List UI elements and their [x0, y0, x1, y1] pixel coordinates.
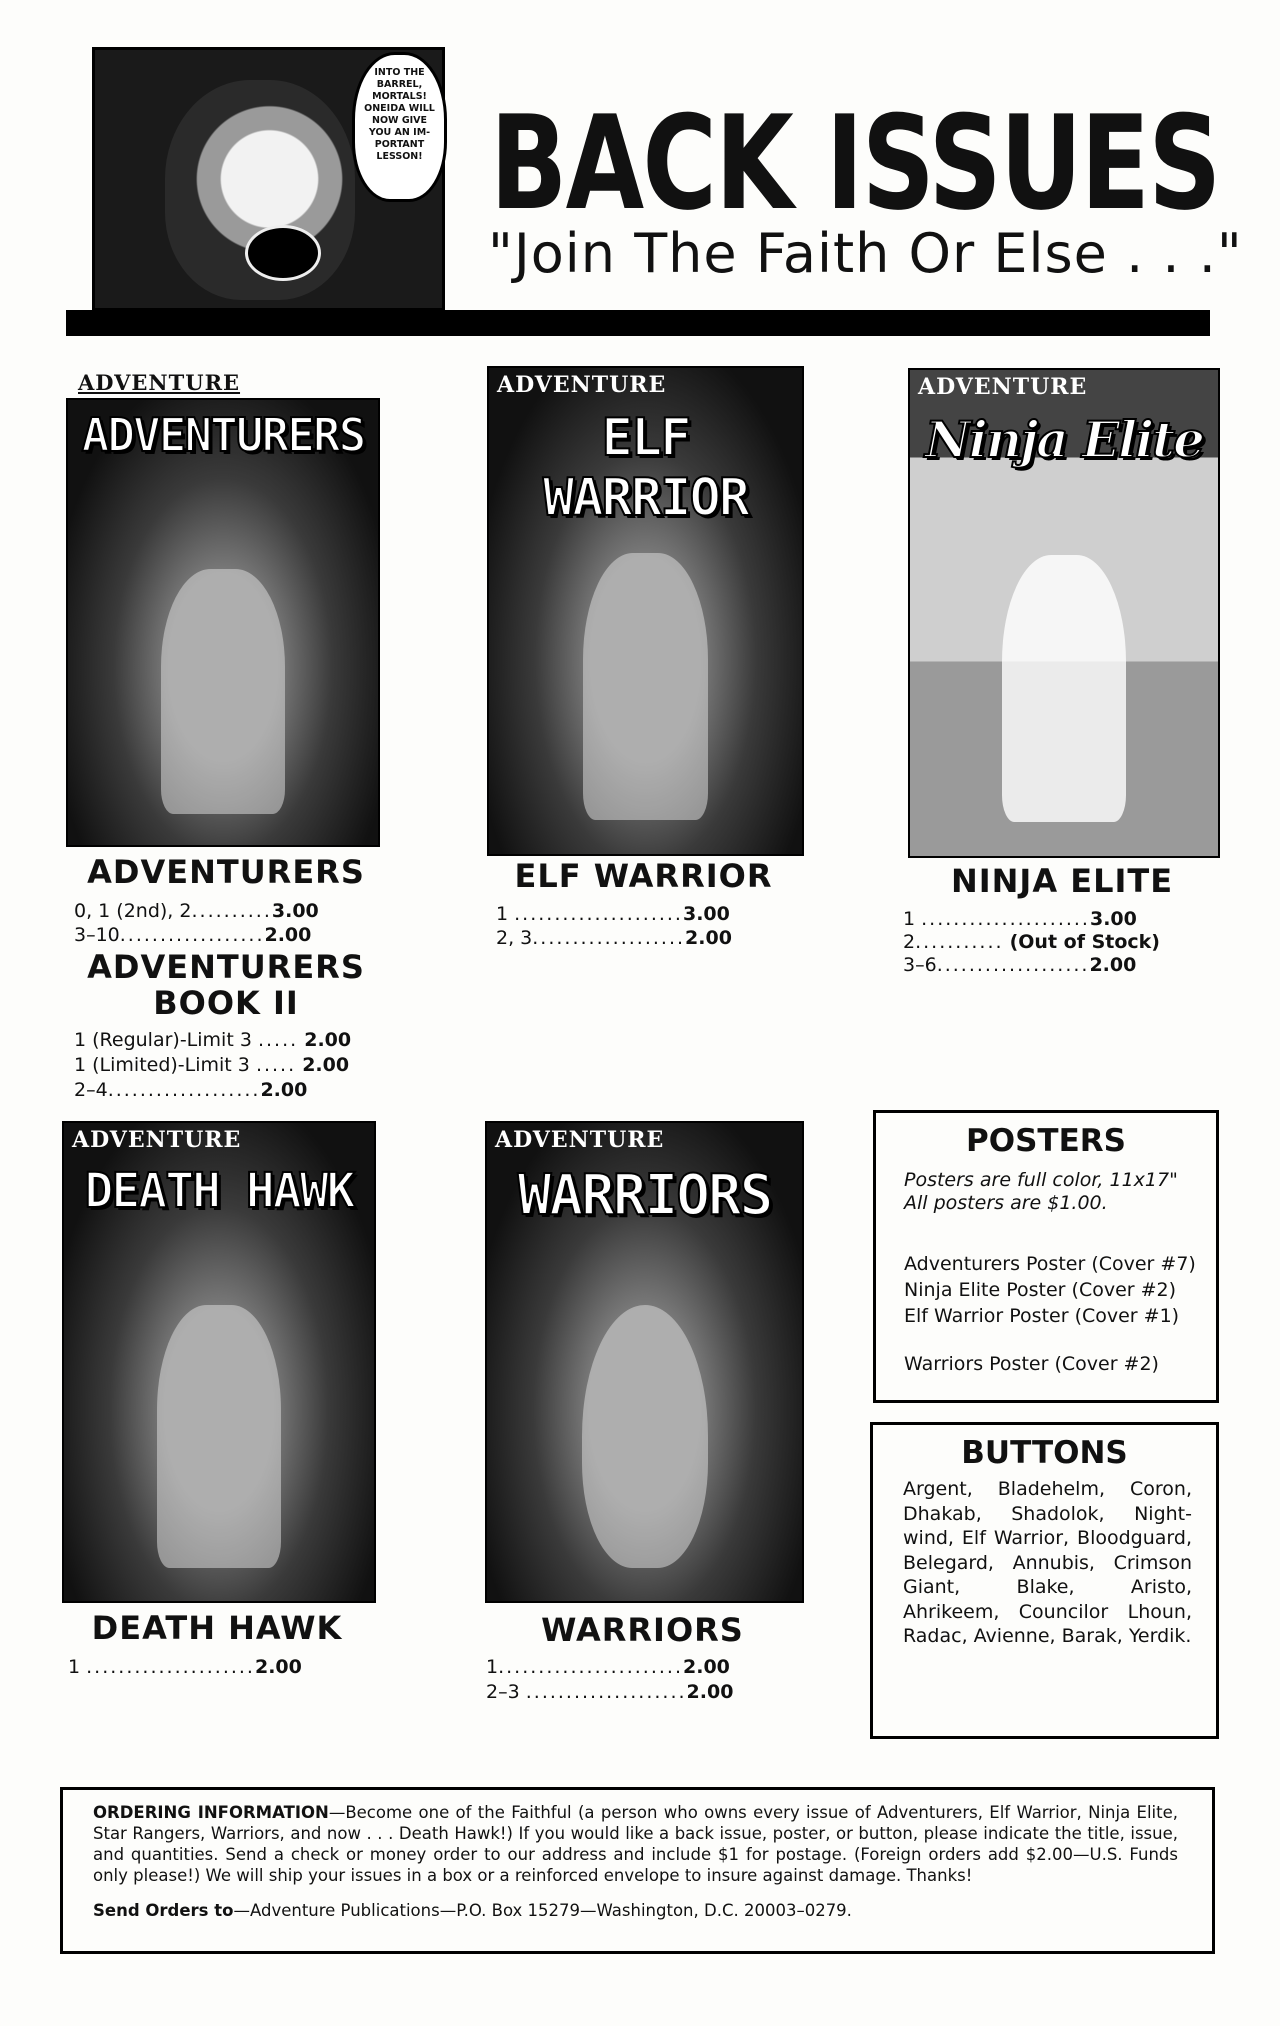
poster-item: Warriors Poster (Cover #2) [904, 1353, 1159, 1375]
ordering-body: —Become one of the Faithful (a person who owns every issue of Adventurers, Elf Warrior, Ninja Elite, Star Rangers, Warriors, and now . . . Death Hawk!) If you would like a back issue, poster, or button, please indicate the title, issue, and quantities. Send a check or money order to our address and include $1 for postage. (Foreign orders add $2.00—U.S. Funds only please!) We will ship your issues in a box or a reinforced envelope to insure against damage. Thanks! [93, 1803, 1178, 1885]
balloon-line: LESSON! [376, 151, 423, 162]
ordering-heading: ORDERING INFORMATION [93, 1803, 329, 1822]
price-row: 2–3 ....................2.00 [486, 1681, 734, 1703]
balloon-line: NOW GIVE [372, 115, 427, 126]
ninja-elite-heading: NINJA ELITE [950, 862, 1174, 900]
price-row: 2–4...................2.00 [74, 1079, 308, 1101]
death-hawk-heading: DEATH HAWK [91, 1609, 343, 1647]
poster-item: Ninja Elite Poster (Cover #2) [904, 1279, 1177, 1301]
balloon-line: YOU AN IM- [368, 127, 431, 138]
balloon-line: ONEIDA WILL [364, 103, 435, 114]
price-row: 2, 3...................2.00 [496, 927, 732, 949]
balloon-line: PORTANT [374, 139, 425, 150]
price-row: 1 .....................2.00 [68, 1656, 302, 1678]
cover-logo: ELF WARRIOR [542, 408, 749, 528]
cover-publisher-logo: ADVENTURE [72, 1127, 242, 1153]
warriors-heading: WARRIORS [541, 1611, 744, 1649]
posters-heading: POSTERS [966, 1123, 1126, 1159]
death-hawk-cover [62, 1121, 376, 1603]
speech-balloon [352, 52, 447, 202]
cover-logo: DEATH HAWK [84, 1163, 354, 1219]
send-orders-line [93, 1900, 1178, 1921]
page-subtitle: "Join The Faith Or Else . . ." [488, 222, 1243, 285]
header-divider-bar [66, 310, 1210, 336]
ordering-info-box [60, 1787, 1215, 1954]
elf-warrior-heading: ELF WARRIOR [514, 857, 773, 895]
adventurers-book2-heading-2: BOOK II [153, 984, 299, 1022]
balloon-line: MORTALS! [372, 91, 427, 102]
warriors-cover [485, 1121, 804, 1603]
price-row: 1 .....................3.00 [903, 908, 1137, 930]
cover-logo: ADVENTURERS [81, 408, 365, 462]
price-row: 3–10..................2.00 [74, 924, 312, 946]
poster-item: Adventurers Poster (Cover #7) [904, 1253, 1196, 1275]
adventurers-heading: ADVENTURERS [87, 853, 365, 891]
price-row: 0, 1 (2nd), 2..........3.00 [74, 900, 319, 922]
price-row: 3–6...................2.00 [903, 954, 1137, 976]
price-row: 1.......................2.00 [486, 1656, 730, 1678]
adventure-logo: ADVENTURE [78, 370, 241, 395]
price-row: 1 (Regular)-Limit 3 ..... 2.00 [74, 1029, 352, 1051]
ordering-info-text [93, 1802, 1178, 1886]
villain-mouth-art [245, 225, 321, 281]
send-orders-label: Send Orders to [93, 1901, 234, 1920]
cover-logo: WARRIORS [517, 1163, 772, 1228]
poster-item: Elf Warrior Poster (Cover #1) [904, 1305, 1180, 1327]
cover-publisher-logo: ADVENTURE [497, 372, 667, 398]
posters-note: All posters are $1.00. [904, 1192, 1108, 1214]
page-title: BACK ISSUES [490, 87, 1220, 239]
cover-logo: Ninja Elite [925, 410, 1203, 469]
buttons-list: Argent, Bladehelm, Coron, Dhakab, Shadolok, Night-wind, Elf Warrior, Bloodguard, Belegard, Annubis, Crimson Giant, Blake, Aristo, Ahrikeem, Councilor Lhoun, Radac, Avienne, Barak, Yerdik. [903, 1478, 1192, 1647]
balloon-line: BARREL, [376, 79, 423, 90]
price-row: 1 (Limited)-Limit 3 ..... 2.00 [74, 1054, 350, 1076]
balloon-line: INTO THE [374, 67, 425, 78]
send-orders-address: —Adventure Publications—P.O. Box 15279—Washington, D.C. 20003–0279. [233, 1901, 852, 1920]
buttons-box [870, 1422, 1219, 1739]
cover-publisher-logo: ADVENTURE [495, 1127, 665, 1153]
elf-warrior-cover [487, 366, 804, 856]
price-row: 1 .....................3.00 [496, 903, 730, 925]
posters-note: Posters are full color, 11x17" [904, 1169, 1178, 1191]
price-row: 2........... (Out of Stock) [903, 931, 1160, 953]
adventurers-book2-heading-1: ADVENTURERS [87, 948, 365, 986]
posters-box [873, 1110, 1219, 1403]
ninja-elite-cover [908, 368, 1220, 858]
cover-publisher-logo: ADVENTURE [918, 374, 1088, 400]
adventurers-cover [66, 398, 380, 847]
buttons-heading: BUTTONS [961, 1435, 1128, 1471]
